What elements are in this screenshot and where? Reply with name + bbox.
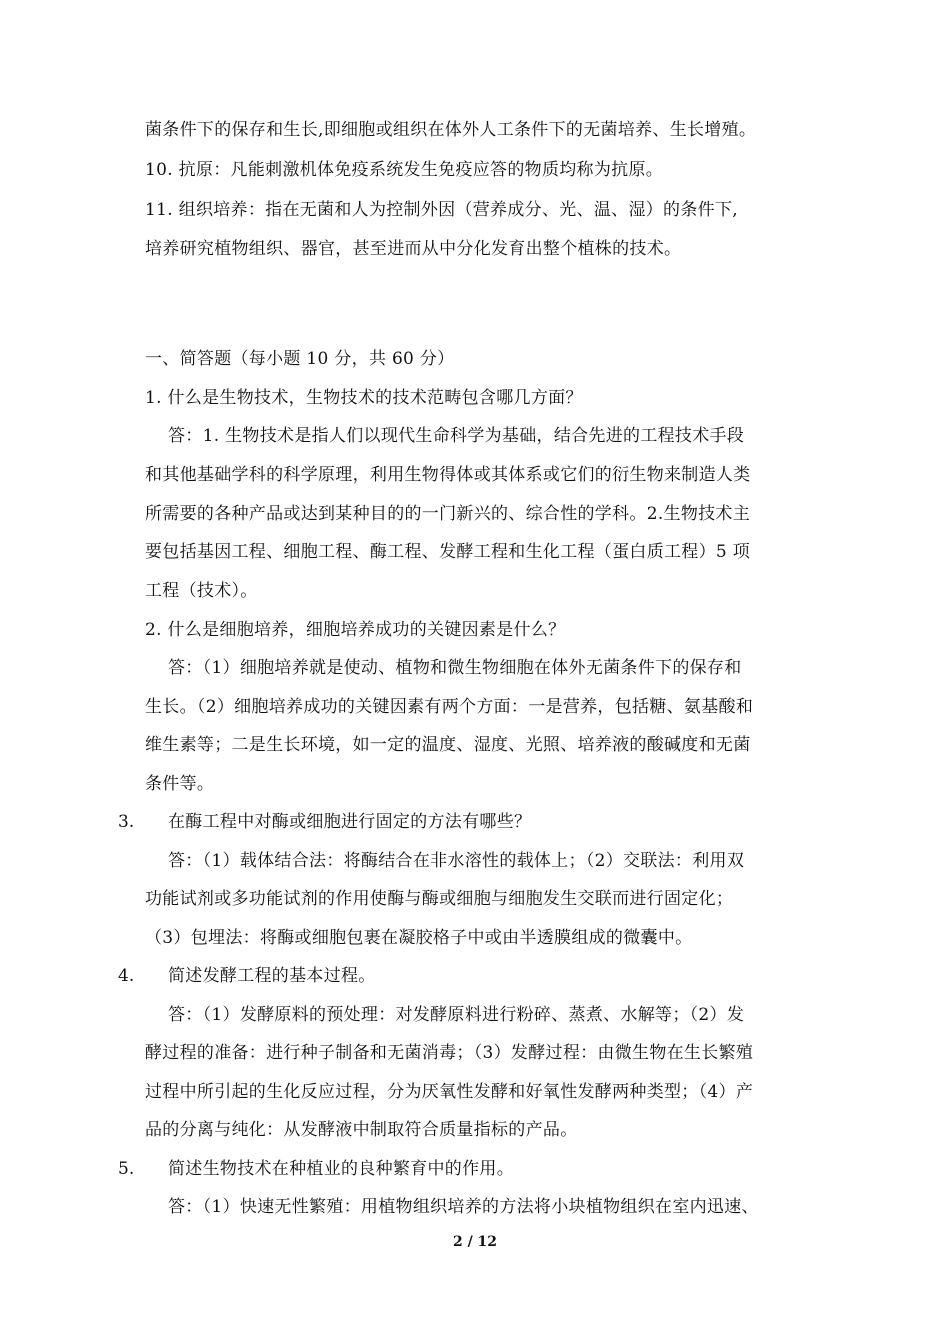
question-5: 简述生物技术在种植业的良种繁育中的作用。 — [145, 1159, 515, 1179]
answer-line: 功能试剂或多功能试剂的作用使酶与酶或细胞与细胞发生交联而进行固定化； — [145, 889, 734, 909]
answer-line: 品的分离与纯化：从发酵液中制取符合质量指标的产品。 — [145, 1120, 578, 1140]
answer-line: 所需要的各种产品或达到某种目的的一门新兴的、综合性的学科。2.生物技术主 — [145, 504, 751, 524]
question-3: 在酶工程中对酶或细胞进行固定的方法有哪些？ — [145, 812, 532, 832]
answer-line: （3）包埋法：将酶或细胞包裹在凝胶格子中或由半透膜组成的微囊中。 — [145, 928, 693, 948]
answer-line: 要包括基因工程、细胞工程、酶工程、发酵工程和生化工程（蛋白质工程）5 项 — [145, 542, 751, 562]
answer-line: 答：（1）载体结合法：将酶结合在非水溶性的载体上；（2）交联法：利用双 — [145, 851, 745, 871]
question-number: 5. — [118, 1159, 135, 1179]
answer-line: 维生素等；二是生长环境，如一定的温度、湿度、光照、培养液的酸碱度和无菌 — [145, 735, 751, 755]
question-1: 1. 什么是生物技术，生物技术的技术范畴包含哪几方面？ — [145, 388, 583, 408]
text-line: 10. 抗原：凡能刺激机体免疫系统发生免疫应答的物质均称为抗原。 — [145, 160, 664, 180]
text-line: 11. 组织培养：指在无菌和人为控制外因（营养成分、光、温、湿）的条件下, — [145, 200, 738, 220]
answer-line: 条件等。 — [145, 774, 215, 794]
answer-line: 过程中所引起的生化反应过程，分为厌氧性发酵和好氧性发酵两种类型；（4）产 — [145, 1082, 754, 1102]
page-number: 2 / 12 — [452, 1234, 498, 1250]
question-4: 简述发酵工程的基本过程。 — [145, 966, 376, 986]
section-heading: 一、简答题（每小题 10 分，共 60 分） — [145, 349, 455, 369]
text-line: 菌条件下的保存和生长,即细胞或组织在体外人工条件下的无菌培养、生长增殖。 — [145, 120, 757, 140]
answer-line: 酵过程的准备：进行种子制备和无菌消毒；（3）发酵过程：由微生物在生长繁殖 — [145, 1043, 754, 1063]
answer-line: 和其他基础学科的科学原理，利用生物得体或其体系或它们的衍生物来制造人类 — [145, 465, 751, 485]
question-number: 4. — [118, 966, 135, 986]
answer-line: 工程（技术）。 — [145, 581, 258, 601]
text-line: 培养研究植物组织、器官，甚至进而从中分化发育出整个植株的技术。 — [145, 239, 682, 259]
answer-line: 答：（1）发酵原料的预处理：对发酵原料进行粉碎、蒸煮、水解等；（2）发 — [145, 1005, 745, 1025]
answer-line: 答：（1）快速无性繁殖：用植物组织培养的方法将小块植物组织在室内迅速、 — [145, 1197, 759, 1217]
answer-line: 答：（1）细胞培养就是使动、植物和微生物细胞在体外无菌条件下的保存和 — [145, 658, 742, 678]
question-number: 3. — [118, 812, 135, 832]
question-2: 2. 什么是细胞培养，细胞培养成功的关键因素是什么？ — [145, 620, 566, 640]
answer-line: 生长。（2）细胞培养成功的关键因素有两个方面：一是营养，包括糖、氨基酸和 — [145, 697, 754, 717]
answer-line: 答：1. 生物技术是指人们以现代生命科学为基础，结合先进的工程技术手段 — [145, 426, 745, 446]
